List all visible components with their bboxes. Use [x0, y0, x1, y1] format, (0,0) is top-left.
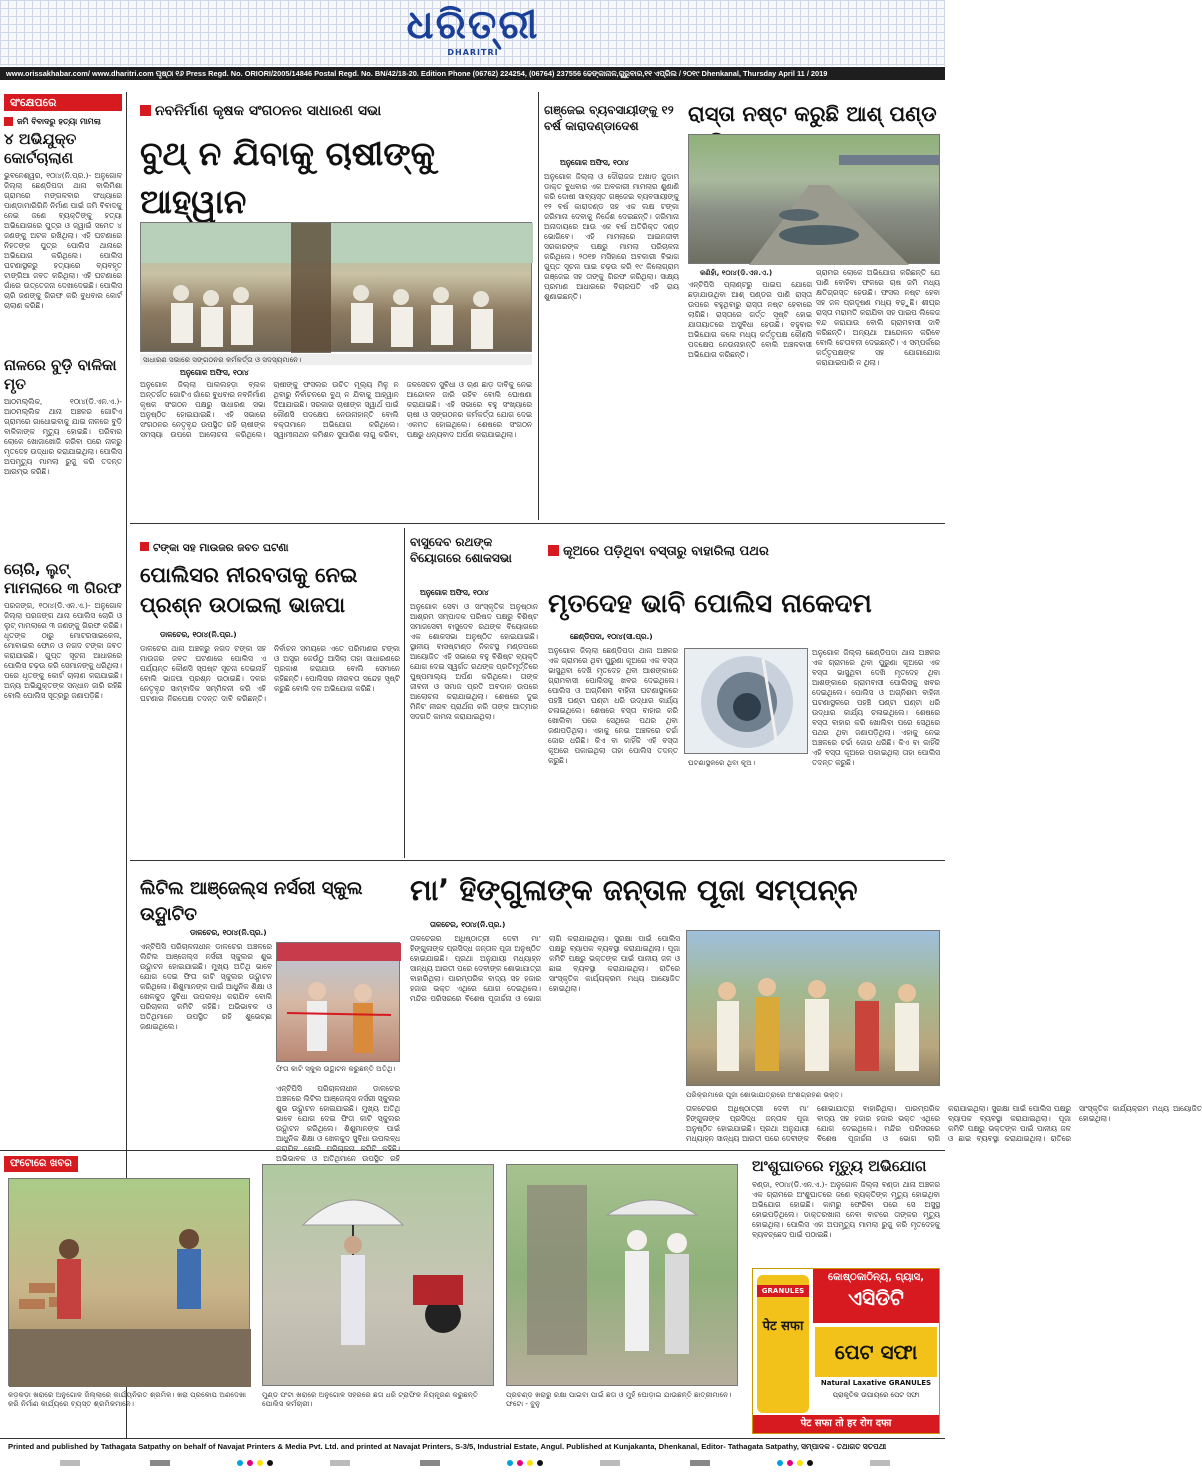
- workers-photo: [8, 1178, 250, 1386]
- ad-top-line: କୋଷ୍ଠକାଠିନ୍ୟ, ଗ୍ୟାସ,: [827, 1272, 925, 1283]
- ribbon-cutting-illustration: [277, 943, 401, 1063]
- workers-photo-caption: କଡ଼କଡ଼ା ଖରାରେ ଅନୁଗୋଳ ଜିଲ୍ଲାରେ କାର୍ଯ୍ୟନିରତ ଶ୍ରମିକ। ଖରା ପ୍ରକୋପ ଅଣଦେଖା କରି ନିର୍ମାଣ କାର୍ଯ୍ୟରେ ବ୍ୟସ୍ତ ଶ୍ରମିକମାନେ।: [8, 1390, 246, 1408]
- condolence-headline[interactable]: ବାସୁଦେବ ରଥଙ୍କ ବିୟୋଗରେ ଶୋକସଭା: [410, 535, 512, 565]
- brief-body: ଆଠମଲ୍ଲିକ, ୧୦ା୪(ଡି.ଏନ.ଏ.)- ଆଠମଲ୍ଲିକ ଥାନା ଅଞ୍ଚଳର ଗୋଟିଏ ଗ୍ରାମରେ ଗାଧୋଇବାକୁ ଯାଇ ନାଳରେ ବୁଡ଼ି ବାଳିକାଙ୍କ ମୃତ୍ୟୁ ହୋଇଛି। ପରିବାର ଲୋକେ ଖୋଜାଖୋଜି କରିବା ପରେ ନାଳରୁ ମୃତଦେହ ଉଦ୍ଧାର କରାଯାଇଥିଲା। ପୋଲିସ ଅପମୃତ୍ୟୁ ମାମଲା ରୁଜୁ କରି ତଦନ୍ତ ଆରମ୍ଭ କରିଛି।: [4, 397, 122, 476]
- lead-story-body: ଅନୁଗୋଳ ଜିଲ୍ଲା ପାଲଲହଡ଼ା ବ୍ଲକ ଅନ୍ତର୍ଗତ ଗୋଟିଏ ଗାଁରେ ବୁଧବାର ନବନିର୍ମାଣ କୃଷକ ସଂଗଠନ ପକ୍ଷରୁ ସାଧାରଣ ସଭା ଅନୁଷ୍ଠିତ ହୋଇଯାଇଛି। ଏହି ସଭାରେ ସଂଗଠନର ନେତୃବୃନ୍ଦ ଉପସ୍ଥିତ ରହି ଚାଷୀଙ୍କ ସମସ୍ୟା ଉପରେ ଆଲୋଚନା କରିଥିଲେ। ଚାଷୀଙ୍କୁ ଫସଲର ଉଚିତ ମୂଲ୍ୟ ମିଳୁ ନ ଥିବାରୁ ନିର୍ବାଚନରେ ବୁଥ୍ ନ ଯିବାକୁ ଆହ୍ୱାନ ଦିଆଯାଇଛି। ସରକାର ଚାଷୀଙ୍କ ସ୍ୱାର୍ଥ ପାଇଁ କୌଣସି ପଦକ୍ଷେପ ନେଉନାହାନ୍ତି ବୋଲି ବକ୍ତାମାନେ ଅଭିଯୋଗ କରିଥିଲେ। ସ୍ୱାମୀନାଥନ କମିଶନ ସୁପାରିଶ ଲାଗୁ କରିବା, ଜଳସେଚନ ସୁବିଧା ଓ ଋଣ ଛାଡ଼ ଦାବିକୁ ନେଇ ଆନ୍ଦୋଳନ ଜାରି ରହିବ ବୋଲି ଘୋଷଣା କରାଯାଇଛି। ଏହି ସଭାରେ ବହୁ ସଂଖ୍ୟାରେ ଚାଷୀ ଓ ସଙ୍ଗଠନର କର୍ମକର୍ତ୍ତା ଯୋଗ ଦେଇ ଏକମତ ହୋଇଥିଲେ। ଶେଷରେ ସଂଗଠନ ପକ୍ଷରୁ ଧନ୍ୟବାଦ ଅର୍ପଣ କରାଯାଇଥିଲା।: [140, 380, 532, 439]
- lead-story-headline[interactable]: ବୁଥ୍ ନ ଯିବାକୁ ଚାଷୀଙ୍କୁ ଆହ୍ୱାନ: [140, 134, 436, 221]
- ad-big-line: ଏସିଡିଟି: [848, 1286, 904, 1310]
- bjp-kicker: [140, 536, 400, 555]
- nursery-body: ଏନ୍ଟିପିସି ପରିଚାଳନାଧୀନ ଡାଳଚେର ଅଞ୍ଚଳରେ ଲିଟିଲ ଆଞ୍ଜେଲ୍ସ ନର୍ସରୀ ସ୍କୁଲର ଶୁଭ ଉଦ୍ଘାଟନ ହୋଇଯାଇଛି। ମୁଖ୍ୟ ଅତିଥି ଭାବେ ଯୋଗ ଦେଇ ଫିତା କାଟି ସ୍କୁଲର ଉଦ୍ଘାଟନ କରିଥିଲେ। ଶିଶୁମାନଙ୍କ ପାଇଁ ଆଧୁନିକ ଶିକ୍ଷା ଓ ଖେଳକୁଦ ସୁବିଧା ଉପଲବ୍ଧ କରାଯିବ ବୋଲି ପରିଚାଳନା କମିଟି କହିଛି। ଅଭିଭାବକ ଓ ଅତିଥିମାନେ ଉପସ୍ଥିତ ରହି ଶୁଭେଚ୍ଛା ଜଣାଇଥିଲେ।: [140, 942, 272, 1031]
- ad-product-label: GRANULES: [757, 1285, 809, 1297]
- crowd-illustration: [141, 223, 533, 353]
- puja-body: ତାଳଚେରର ଅଧିଷ୍ଠାତ୍ରୀ ଦେବୀ ମା’ ହିଙ୍ଗୁଳାଙ୍କ ପ୍ରସିଦ୍ଧ ଜନ୍ତାଳ ପୂଜା ଅନୁଷ୍ଠିତ ହୋଇଯାଇଛି। ପ୍ରଥା ଅନୁଯାୟୀ ମଧ୍ୟାହ୍ନ ସାନ୍ଧ୍ୟ ଆରତୀ ପରେ ଦେବୀଙ୍କ ଶୋଭାଯାତ୍ରା ବାହାରିଥିଲା। ପାରମ୍ପରିକ ବାଦ୍ୟ ସହ ହଜାର ହଜାର ଭକ୍ତ ଏଥିରେ ଯୋଗ ଦେଇଥିଲେ। ମନ୍ଦିର ପରିସରରେ ବିଶେଷ ପୂଜାର୍ଚ୍ଚନା ଓ ଭୋଗ ଲାଗି କରାଯାଇଥିଲା। ସୁରକ୍ଷା ପାଇଁ ପୋଲିସ ପକ୍ଷରୁ ବ୍ୟାପକ ବ୍ୟବସ୍ଥା କରାଯାଇଥିଲା। ପୂଜା କମିଟି ପକ୍ଷରୁ ଭକ୍ତଙ୍କ ପାଇଁ ପାନୀୟ ଜଳ ଓ ଛାଇ ବ୍ୟବସ୍ଥା କରାଯାଇଥିଲା। ରାତିରେ ସାଂସ୍କୃତିକ କାର୍ଯ୍ୟକ୍ରମ ମଧ୍ୟ ଆୟୋଜିତ ହୋଇଥିଲା।: [410, 934, 680, 1003]
- road-illustration: [689, 135, 941, 265]
- puja-body-tail: ତାଳଚେରର ଅଧିଷ୍ଠାତ୍ରୀ ଦେବୀ ମା’ ହିଙ୍ଗୁଳାଙ୍କ ପ୍ରସିଦ୍ଧ ଜନ୍ତାଳ ପୂଜା ଅନୁଷ୍ଠିତ ହୋଇଯାଇଛି। ପ୍ରଥା ଅନୁଯାୟୀ ମଧ୍ୟାହ୍ନ ସାନ୍ଧ୍ୟ ଆରତୀ ପରେ ଦେବୀଙ୍କ ଶୋଭାଯାତ୍ରା ବାହାରିଥିଲା। ପାରମ୍ପରିକ ବାଦ୍ୟ ସହ ହଜାର ହଜାର ଭକ୍ତ ଏଥିରେ ଯୋଗ ଦେଇଥିଲେ। ମନ୍ଦିର ପରିସରରେ ବିଶେଷ ପୂଜାର୍ଚ୍ଚନା ଓ ଭୋଗ ଲାଗି କରାଯାଇଥିଲା। ସୁରକ୍ଷା ପାଇଁ ପୋଲିସ ପକ୍ଷରୁ ବ୍ୟାପକ ବ୍ୟବସ୍ଥା କରାଯାଇଥିଲା। ପୂଜା କମିଟି ପକ୍ଷରୁ ଭକ୍ତଙ୍କ ପାଇଁ ପାନୀୟ ଜଳ ଓ ଛାଇ ବ୍ୟବସ୍ଥା କରାଯାଇଥିଲା। ରାତିରେ ସାଂସ୍କୃତିକ କାର୍ଯ୍ୟକ୍ରମ ମଧ୍ୟ ଆୟୋଜିତ ହୋଇଥିଲା।: [686, 1104, 1202, 1143]
- well-photo-caption: ଘଟଣାସ୍ଥଳରେ ଥିବା କୂଅ।: [688, 758, 756, 767]
- students-photo: [506, 1164, 738, 1386]
- road-photo-caption: କଣିହାଁ, ୧୦ା୪(ଡି.ଏନ.ଏ.): [700, 268, 773, 277]
- students-photo-caption: ପ୍ରଚଣ୍ଡ ଖରାରୁ ରକ୍ଷା ପାଇବା ପାଇଁ ଛତା ଓ ମୁହଁ ଘୋଡ଼ାଇ ଯାଉଛନ୍ତି ଛାତ୍ରୀମାନେ। ଫଟୋ - ବୁନୁ: [506, 1390, 732, 1408]
- well-body: ଅନୁଗୋଳ ଜିଲ୍ଲା ଛେଣ୍ଡିପଦା ଥାନା ଅଞ୍ଚଳର ଏକ ଗ୍ରାମରେ ଥିବା ପୁରୁଣା କୂଅରେ ଏକ ବସ୍ତା ଭାସୁଥିବା ଦେଖି ମୃତଦେହ ଥିବା ଆଶଙ୍କାରେ ଗ୍ରାମବାସୀ ପୋଲିସକୁ ଖବର ଦେଇଥିଲେ। ପୋଲିସ ଓ ଅଗ୍ନିଶମ ବାହିନୀ ଘଟଣାସ୍ଥଳରେ ପହଞ୍ଚି ଘଣ୍ଟା ଘଣ୍ଟା ଧରି ଉଦ୍ଧାର କାର୍ଯ୍ୟ ଚଳାଇଥିଲେ। ଶେଷରେ ବସ୍ତା ବାହାର କରି ଖୋଲିବା ପରେ ସେଥିରେ ପଥର ଥିବା ଜଣାପଡ଼ିଥିଲା। ଏହାକୁ ନେଇ ଅଞ୍ଚଳରେ ଚର୍ଚ୍ଚା ଜୋର ଧରିଛି। କିଏ ବା କାହିଁକି ଏହି ବସ୍ତା କୂଅରେ ପକାଇଥିଲା ତାହା ପୋଲିସ ତଦନ୍ତ କରୁଛି।: [548, 646, 678, 765]
- ad-brand-hindi: पेट सफा: [762, 1319, 804, 1334]
- brief-body: ଭୁବନେଶ୍ୱର, ୧୦ା୪(ନି.ପ୍ର.)- ଅନୁଗୋଳ ଜିଲ୍ଲା ଛେଣ୍ଡିପଦା ଥାନା ବାଲିମିଶା ଗ୍ରାମରେ ମଙ୍ଗଳବାର ସଂଧ୍ୟାରେ ପାଣ୍ଡାମାରିଗିନି ନିର୍ମାଣ ପାଇଁ ଜମି ବିବାଦକୁ ନେଇ ଜଣେ ବ୍ୟକ୍ତିଙ୍କୁ ହତ୍ୟା ଅଭିଯୋଗରେ ପୁତ୍ର ଓ ଜ୍ୱାଇଁ ସମେତ ୪ ଜଣଙ୍କୁ ଅଟକ ରଖିଥିଲା। ଏହି ଘଟଣାରେ ନିହତଙ୍କ ପୁତ୍ର ପୋଲିସ ଥାନାରେ ଅଭିଯୋଗ କରିଥିଲେ। ପୋଲିସ ଘଟଣାସ୍ଥଳରୁ ହତ୍ୟାରେ ବ୍ୟବହୃତ ଟାଙ୍ଗିଆ ଜବତ କରିଥିଲା। ଏହି ଘଟଣାରେ ଗାଁରେ ଉତ୍ତେଜନା ଦେଖାଦେଇଛି। ପୋଲିସ ଚାରି ଜଣଙ୍କୁ ଗିରଫ କରି ବୁଧବାର କୋର୍ଟ ଚାଲାଣ କରିଛି।: [4, 171, 122, 310]
- well-headline[interactable]: ମୃତଦେହ ଭାବି ପୋଲିସ ନାକେଦମ: [548, 589, 872, 619]
- ganja-headline[interactable]: ଗଞ୍ଜେଇ ବ୍ୟବସାୟୀଙ୍କୁ ୧୨ ବର୍ଷ କାରାଦଣ୍ଡାଦେଶ: [544, 103, 674, 133]
- brief-body: ପରଜଙ୍ଗ, ୧୦ା୪(ଡି.ଏନ.ଏ.)- ଅନୁଗୋଳ ଜିଲ୍ଲା ପରଜଙ୍ଗ ଥାନା ପୋଲିସ ଚୋରି ଓ ଲୁଟ୍ ମାମଲାରେ ୩ ଜଣଙ୍କୁ ଗିରଫ କରିଛି। ଧୃତଙ୍କ ଠାରୁ ମୋଟରସାଇକେଲ, ମୋବାଇଲ ଫୋନ ଓ ନଗଦ ଟଙ୍କା ଜବତ କରାଯାଇଛି। ଗୁପ୍ତ ସୂଚନା ଆଧାରରେ ପୋଲିସ ଚଢ଼ଉ କରି ସେମାନଙ୍କୁ ଧରିଥିଲା। ପରେ ଧୃତଙ୍କୁ କୋର୍ଟ ଚାଲାଣ କରାଯାଇଛି। ଅନ୍ୟ ଅଭିଯୁକ୍ତଙ୍କ ସନ୍ଧାନ ଜାରି ରହିଛି ବୋଲି ପୋଲିସ ସୂତ୍ରରୁ ଜଣାପଡ଼ିଛି।: [4, 601, 122, 700]
- ad-product-jar: [757, 1275, 809, 1413]
- students-illustration: [507, 1165, 739, 1387]
- brief-drowning[interactable]: [4, 356, 122, 555]
- well-kicker: [548, 540, 940, 559]
- briefs-tag: ସଂକ୍ଷେପରେ: [4, 94, 122, 111]
- column-rule: [404, 528, 405, 858]
- kicker-text: ନବନିର୍ମାଣ କୃଷକ ସଂଗଠନର ସାଧାରଣ ସଭା: [155, 103, 382, 119]
- road-body-right: ଗ୍ରାମର ଲୋକେ ଅଭିଯୋଗ କରିଛନ୍ତି ଯେ ପାଣି ବୋହିବା ଫଳରେ ଚାଷ ଜମି ମଧ୍ୟ କ୍ଷତିଗ୍ରସ୍ତ ହେଉଛି। ଫସଲ ନଷ୍ଟ ହେବା ସହ ଜଳ ପ୍ରଦୂଷଣ ମଧ୍ୟ ବଢ଼ୁଛି। ଶୀଘ୍ର ରାସ୍ତା ମରାମତି କରାଯିବା ସହ ପାଇପ ଲିକେଜ ବନ୍ଦ କରାଯାଉ ବୋଲି ଗ୍ରାମବାସୀ ଦାବି କରିଛନ୍ତି। ଅନ୍ୟଥା ଆନ୍ଦୋଳନ କରିବେ ବୋଲି ଚେତାବନୀ ଦେଇଛନ୍ତି। ଏ ସମ୍ପର୍କରେ କର୍ତ୍ତୃପକ୍ଷଙ୍କ ସହ ଯୋଗାଯୋଗ କରାଯାଇପାରି ନ ଥିଲା।: [816, 268, 940, 367]
- heatstroke-headline[interactable]: ଅଂଶୁଘାତରେ ମୃତ୍ୟୁ ଅଭିଯୋଗ: [752, 1157, 927, 1175]
- puja-byline: ତାଳଚେର, ୧୦ା୪(ନି.ପ୍ର.): [430, 920, 506, 929]
- nursery-byline: ଡାଳଚେର, ୧୦ା୪(ନି.ପ୍ର.): [190, 928, 267, 937]
- nursery-body-tail: ଏନ୍ଟିପିସି ପରିଚାଳନାଧୀନ ଡାଳଚେର ଅଞ୍ଚଳରେ ଲିଟିଲ ଆଞ୍ଜେଲ୍ସ ନର୍ସରୀ ସ୍କୁଲର ଶୁଭ ଉଦ୍ଘାଟନ ହୋଇଯାଇଛି। ମୁଖ୍ୟ ଅତିଥି ଭାବେ ଯୋଗ ଦେଇ ଫିତା କାଟି ସ୍କୁଲର ଉଦ୍ଘାଟନ କରିଥିଲେ। ଶିଶୁମାନଙ୍କ ପାଇଁ ଆଧୁନିକ ଶିକ୍ଷା ଓ ଖେଳକୁଦ ସୁବିଧା ଉପଲବ୍ଧ କରାଯିବ ବୋଲି ପରିଚାଳନା କମିଟି କହିଛି। ଅଭିଭାବକ ଓ ଅତିଥିମାନେ ଉପସ୍ଥିତ ରହି: [276, 1084, 400, 1163]
- damaged-road-photo: [688, 134, 940, 264]
- brief-kicker: ଜମି ବିବାଦରୁ ହତ୍ୟା ମାମଲା: [17, 117, 101, 126]
- print-registration-marks: [0, 1455, 945, 1468]
- ganja-byline: ଅନୁଗୋଳ ଅଫିସ, ୧୦ା୪: [560, 158, 629, 167]
- nursery-photo: [276, 942, 400, 1062]
- bricks-illustration: [9, 1179, 251, 1387]
- well-body-right: ଅନୁଗୋଳ ଜିଲ୍ଲା ଛେଣ୍ଡିପଦା ଥାନା ଅଞ୍ଚଳର ଏକ ଗ୍ରାମରେ ଥିବା ପୁରୁଣା କୂଅରେ ଏକ ବସ୍ତା ଭାସୁଥିବା ଦେଖି ମୃତଦେହ ଥିବା ଆଶଙ୍କାରେ ଗ୍ରାମବାସୀ ପୋଲିସକୁ ଖବର ଦେଇଥିଲେ। ପୋଲିସ ଓ ଅଗ୍ନିଶମ ବାହିନୀ ଘଟଣାସ୍ଥଳରେ ପହଞ୍ଚି ଘଣ୍ଟା ଘଣ୍ଟା ଧରି ଉଦ୍ଧାର କାର୍ଯ୍ୟ ଚଳାଇଥିଲେ। ଶେଷରେ ବସ୍ତା ବାହାର କରି ଖୋଲିବା ପରେ ସେଥିରେ ପଥର ଥିବା ଜଣାପଡ଼ିଥିଲା। ଏହାକୁ ନେଇ ଅଞ୍ଚଳରେ ଚର୍ଚ୍ଚା ଜୋର ଧରିଛି। କିଏ ବା କାହିଁକି ଏହି ବସ୍ତା କୂଅରେ ପକାଇଥିଲା ତାହା ପୋଲିସ ତଦନ୍ତ କରୁଛି।: [812, 648, 940, 767]
- red-square: [140, 105, 151, 116]
- lead-story-kicker: [140, 100, 532, 119]
- brief-murder[interactable]: [4, 116, 122, 371]
- kicker-text: ଟଙ୍କା ସହ ମାଉଜର ଜବତ ଘଟଣା: [153, 542, 289, 554]
- condolence-body: ଅନୁଗୋଳ ସେବା ଓ ସାଂସ୍କୃତିକ ଅନୁଷ୍ଠାନ ଆଶ୍ରମ ସମ୍ପାଦକ ପରିଷଦ ପକ୍ଷରୁ ବିଶିଷ୍ଟ ସମାଜସେବୀ ବାସୁଦେବ ରଥଙ୍କ ବିୟୋଗରେ ଏକ ଶୋକସଭା ଅନୁଷ୍ଠିତ ହୋଇଯାଇଛି। ସ୍ଥାନୀୟ ବାସଷ୍ଟାଣ୍ଡ ନିକଟସ୍ଥ ମଣ୍ଡପରେ ଆୟୋଜିତ ଏହି ସଭାରେ ବହୁ ବିଶିଷ୍ଟ ବ୍ୟକ୍ତି ଯୋଗ ଦେଇ ସ୍ୱର୍ଗତ ରଥଙ୍କ ପ୍ରତିମୂର୍ତ୍ତିରେ ପୁଷ୍ପମାଲ୍ୟ ଅର୍ପଣ କରିଥିଲେ। ତାଙ୍କ ଜୀବନୀ ଓ ସମାଜ ପ୍ରତି ଅବଦାନ ଉପରେ ଆଲୋଚନା କରାଯାଇଥିଲା। ଶେଷରେ ଦୁଇ ମିନିଟ ନୀରବ ପ୍ରାର୍ଥନା କରି ତାଙ୍କ ଆତ୍ମାର ସଦଗତି କାମନା କରାଯାଇଥିଲା।: [410, 602, 538, 721]
- red-square: [4, 117, 13, 126]
- farmers-meeting-photo: [140, 222, 532, 352]
- lead-byline: ଅନୁଗୋଳ ଅଫିସ, ୧୦ା୪: [180, 368, 249, 377]
- puja-photo-caption: ପରିକ୍ରମାରେ ପୂଜା ଶୋଭାଯାତ୍ରାରେ ଅଂଶଗ୍ରହଣ ଭକ୍ତ।: [686, 1090, 843, 1099]
- edition-info-bar: www.orissakhabar.com/ www.dharitri.com ପୃଷ୍ଠା ୧୬ Press Regd. No. ORIORI/2005/14846 Postal Regd. No. BN/42/18-20. Edition Phone (06762) 224254, (06764) 237556 ଢେଙ୍କାନାଳ,ଗୁରୁବାର,୧୧ ଏପ୍ରିଲ / ୨୦୧୯ Dhenkanal, Thursday April 11 / 2019: [0, 67, 945, 80]
- road-body-left: ଏନ୍ଟିପିସି ପ୍ଲାଣ୍ଟରୁ ପାଇପ ଯୋଗେ ଛଡ଼ାଯାଉଥିବା ଆଶ୍ ପଣ୍ଡର ପାଣି ରାସ୍ତା ଉପରେ ବହୁଥିବାରୁ ରାସ୍ତା ନଷ୍ଟ ହେବାରେ ଲାଗିଛି। ରାସ୍ତାରେ ଗର୍ତ୍ତ ସୃଷ୍ଟି ହୋଇ ଯାତାୟାତରେ ଅସୁବିଧା ହେଉଛି। ବହୁବାର ଅଭିଯୋଗ କଲେ ମଧ୍ୟ କର୍ତ୍ତୃପକ୍ଷ କୌଣସି ପଦକ୍ଷେପ ନେଉନାହାନ୍ତି ବୋଲି ଅଞ୍ଚଳବାସୀ ଅଭିଯୋଗ କରିଛନ୍ତି।: [688, 280, 812, 359]
- procession-illustration: [687, 931, 941, 1087]
- brief-headline: ନାଳରେ ବୁଡ଼ି ବାଳିକା ମୃତ: [4, 356, 117, 393]
- ganja-body: ଅନୁଗୋଳ ଜିଲ୍ଲା ଓ ଦୌରାଜଜ ଅଖାଡ଼ ଜୁଡ଼ାମ ଡାକ୍ତ ବୁଧବାର ଏକ ଅବକାରୀ ମାମଲାର ଶୁଣାଣି କରି ଦୋଷୀ ସାବ୍ୟସ୍ତ ଗଞ୍ଜେଇ ବ୍ୟବସାୟୀଙ୍କୁ ୧୨ ବର୍ଷ କାରାଦଣ୍ଡ ସହ ଏକ ଲକ୍ଷ ଟଙ୍କା ଜରିମାନା ଦେବାକୁ ନିର୍ଦ୍ଦେଶ ଦେଇଛନ୍ତି। ଜରିମାନା ଅନାଦାୟରେ ଆଉ ଏକ ବର୍ଷ ଅତିରିକ୍ତ ଦଣ୍ଡ ଭୋଗିବେ। ଏହି ମାମଲାରେ ଆଇନଜୀବୀ ସରକାରଙ୍କ ପକ୍ଷରୁ ମାମଲା ପରିଚାଳନା କରିଥିଲେ। ୨୦୧୭ ମସିହାରେ ଅବକାରୀ ବିଭାଗ ଗୁପ୍ତ ସୂଚନା ପାଇ ଚଢ଼ଉ କରି ୧୯ କିଲୋଗ୍ରାମ ଗଞ୍ଜେଇ ସହ ତାଙ୍କୁ ଗିରଫ କରିଥିଲା। ସାକ୍ଷ୍ୟ ପ୍ରମାଣ ଆଧାରରେ ବିଚାରପତି ଏହି ରାୟ ଶୁଣାଇଛନ୍ତି।: [544, 172, 679, 301]
- column-rule: [538, 92, 539, 520]
- traffic-photo-caption: ମୁଣ୍ଡ ଫଟା ଖରାରେ ଅନୁଗୋଳ ସହରରେ ଛତା ଧରି ଟ୍ରାଫିକ ନିୟନ୍ତ୍ରଣ କରୁଛନ୍ତି ପୋଲିସ କର୍ମଚାରୀ।: [262, 1390, 478, 1408]
- bjp-byline: ଡାଳଚେର, ୧୦ା୪(ନି.ପ୍ର.): [160, 630, 237, 639]
- logo-text: ଧରିତ୍ରୀ: [406, 1, 540, 48]
- well-illustration: [685, 649, 809, 755]
- heatstroke-body: ବଣ୍ଡା, ୧୦ା୪(ଡି.ଏନ.ଏ.)- ଅନୁଗୋଳ ଜିଲ୍ଲା ବଣ୍ଡା ଥାନା ଅଞ୍ଚଳର ଏକ ଗ୍ରାମରେ ଅଂଶୁଘାତରେ ଜଣେ ବ୍ୟକ୍ତିଙ୍କ ମୃତ୍ୟୁ ହୋଇଥିବା ଅଭିଯୋଗ ହୋଇଛି। କାମରୁ ଫେରିବା ପରେ ସେ ଅସୁସ୍ଥ ହୋଇପଡ଼ିଥିଲେ। ଡାକ୍ତରଖାନା ନେବା ବାଟରେ ତାଙ୍କର ମୃତ୍ୟୁ ହୋଇଥିଲା। ପୋଲିସ ଏକ ଅପମୃତ୍ୟୁ ମାମଲା ରୁଜୁ କରି ମୃତଦେହକୁ ବ୍ୟବଚ୍ଛେଦ ପାଇଁ ପଠାଇଛି।: [752, 1180, 940, 1239]
- red-square: [140, 542, 149, 551]
- registration-marks-icon: [0, 1457, 945, 1470]
- puja-headline[interactable]: ମା’ ହିଙ୍ଗୁଳାଙ୍କ ଜନ୍ତାଳ ପୂଜା ସମ୍ପନ୍ନ: [410, 873, 858, 907]
- photo-news-tag: ଫଟୋରେ ଖବର: [4, 1156, 78, 1172]
- red-square: [548, 545, 559, 556]
- ad-tagline: Natural Laxative GRANULES: [820, 1379, 932, 1387]
- brief-headline: ଚୋରି, ଲୁଟ୍ ମାମଲାରେ ୩ ଗିରଫ: [4, 560, 122, 597]
- logo-subtitle: DHARITRI: [447, 48, 499, 57]
- ad-brand-odia: ପେଟ ସଫା: [815, 1327, 937, 1377]
- traffic-police-photo: [262, 1164, 494, 1386]
- masthead-logo[interactable]: [388, 2, 558, 64]
- section-rule: [130, 523, 945, 524]
- bjp-headline[interactable]: ପୋଲିସର ନୀରବତାକୁ ନେଇ ପ୍ରଶ୍ନ ଉଠାଇଲା ଭାଜପା: [140, 563, 358, 617]
- condolence-byline: ଅନୁଗୋଳ ଅଫିସ, ୧୦ା୪: [420, 588, 489, 597]
- brief-headline: ୪ ଅଭିଯୁକ୍ତ କୋର୍ଟଚାଲାଣ: [4, 130, 77, 167]
- road-headline[interactable]: ରାସ୍ତା ନଷ୍ଟ କରୁଛି ଆଶ୍ ପଣ୍ଡ: [688, 102, 937, 126]
- nursery-photo-caption: ଫିତା କାଟି ସ୍କୁଲ ଉଦ୍ଘାଟନ କରୁଛନ୍ତି ଅତିଥି।: [276, 1064, 396, 1073]
- umbrella-illustration: [263, 1165, 495, 1387]
- well-photo: [684, 648, 808, 754]
- ad-footer: पेट सफा तो हर रोग दफा: [753, 1415, 939, 1433]
- puja-procession-photo: [686, 930, 940, 1086]
- bjp-body: ଡାଳଚେର ଥାନା ଅଞ୍ଚଳରୁ ନଗଦ ଟଙ୍କା ସହ ମାଉଜର ଜବତ ଘଟଣାରେ ପୋଲିସ ଏ ପର୍ଯ୍ୟନ୍ତ କୌଣସି ସ୍ପଷ୍ଟ ସୂଚନା ଦେଇନାହିଁ ବୋଲି ଭାଜପା ପ୍ରଶ୍ନ ଉଠାଇଛି। ଦଳର ନେତୃବୃନ୍ଦ ସାମ୍ବାଦିକ ସମ୍ମିଳନୀ କରି ଏହି ଘଟଣାର ନିରପେକ୍ଷ ତଦନ୍ତ ଦାବି କରିଛନ୍ତି। ନିର୍ବାଚନ ସମୟରେ ଏତେ ପରିମାଣର ଟଙ୍କା ଓ ଅସ୍ତ୍ର କେଉଁଠୁ ଆସିଲା ତାହା ସାଧାରଣରେ ପ୍ରକାଶ କରାଯାଉ ବୋଲି ସେମାନେ କହିଛନ୍ତି। ପୋଲିସର ନୀରବତା ସନ୍ଦେହ ସୃଷ୍ଟି କରୁଛି ବୋଲି ଦଳ ଅଭିଯୋଗ କରିଛି।: [140, 644, 400, 703]
- ad-sub: ପ୍ରାକୃତିକ ଉପାୟରେ ପେଟ ସଫା: [832, 1391, 920, 1399]
- kicker-text: କୂଅରେ ପଡ଼ିଥିବା ବସ୍ତାରୁ ବାହାରିଲା ପଥର: [563, 544, 769, 559]
- section-rule: [130, 860, 945, 861]
- imprint-line: Printed and published by Tathagata Satpathy on behalf of Navajat Printers & Media Pvt. Ltd. and printed at Navajat Printers, S-3/5, Industrial Estate, Angul. Published at Kunjakanta, Dhenkanal, Editor- Tathagata Satpathy, ସମ୍ପାଦକ - ତଥାଗତ ସତପଥୀ: [0, 1438, 945, 1454]
- section-rule: [0, 1150, 945, 1151]
- lead-photo-caption: ସାଧାରଣ ସଭାରେ ସଙ୍ଗଠନର କର୍ମକର୍ତ୍ତା ଓ ସଦସ୍ୟମାନେ।: [140, 354, 532, 365]
- pet-saffa-advert[interactable]: [752, 1268, 940, 1434]
- nursery-headline[interactable]: ଲିଟିଲ ଆଞ୍ଜେଲ୍ସ ନର୍ସରୀ ସ୍କୁଲ ଉଦ୍ଘାଟିତ: [140, 878, 363, 925]
- well-byline: ଛେଣ୍ଡିପଦା, ୧୦ା୪(ସୀ.ପ୍ର.): [570, 632, 653, 641]
